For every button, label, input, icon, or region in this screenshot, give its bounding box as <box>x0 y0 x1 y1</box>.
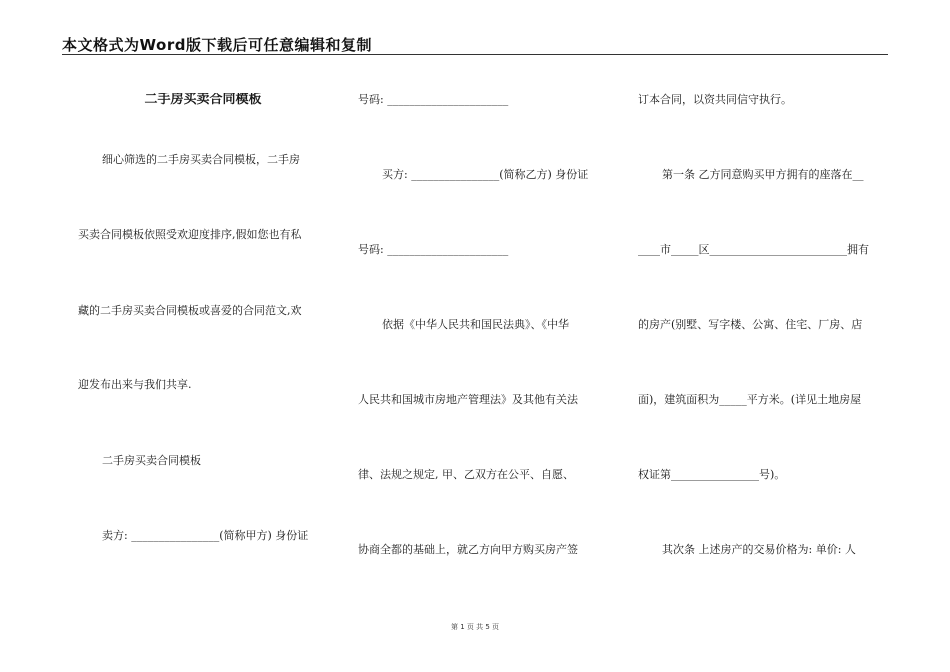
text-line: 买卖合同模板依照受欢迎度排序,假如您也有私 <box>78 228 302 241</box>
document-title: 二手房买卖合同模板 <box>144 93 262 107</box>
text-line: 订本合同，以资共同信守执行。 <box>638 93 792 106</box>
text-line: 号码: ______________________ <box>358 243 509 256</box>
text-line: ____市_____区_________________________拥有 <box>638 243 869 256</box>
text-line: 律、法规之规定, 甲、乙双方在公平、自愿、 <box>358 468 574 481</box>
text-line: 面)，建筑面积为_____平方米。(详见土地房屋 <box>638 393 862 406</box>
section-heading: 二手房买卖合同模板 <box>102 454 201 467</box>
text-line: 第一条 乙方同意购买甲方拥有的座落在__ <box>662 168 864 181</box>
page-number: 第 1 页 共 5 页 <box>450 623 500 631</box>
banner-divider <box>62 54 888 55</box>
document-banner: 本文格式为Word版下载后可任意编辑和复制 <box>62 36 372 54</box>
text-line: 依据《中华人民共和国民法典》、《中华 <box>382 318 569 331</box>
text-line: 细心筛选的二手房买卖合同模板，二手房 <box>102 153 300 166</box>
text-line: 买方: ________________(简称乙方) 身份证 <box>382 168 589 181</box>
text-line: 藏的二手房买卖合同模板或喜爱的合同范文,欢 <box>78 304 302 317</box>
text-line: 号码: ______________________ <box>358 93 509 106</box>
text-line: 其次条 上述房产的交易价格为: 单价: 人 <box>662 543 856 556</box>
text-line: 人民共和国城市房地产管理法》及其他有关法 <box>358 393 578 406</box>
text-line: 的房产(别墅、写字楼、公寓、住宅、厂房、店 <box>638 318 863 331</box>
text-line: 权证第________________号)。 <box>638 468 786 481</box>
text-line: 迎发布出来与我们共享. <box>78 378 192 391</box>
text-line: 卖方: ________________(简称甲方) 身份证 <box>102 529 309 542</box>
text-line: 协商全都的基础上，就乙方向甲方购买房产签 <box>358 543 578 556</box>
